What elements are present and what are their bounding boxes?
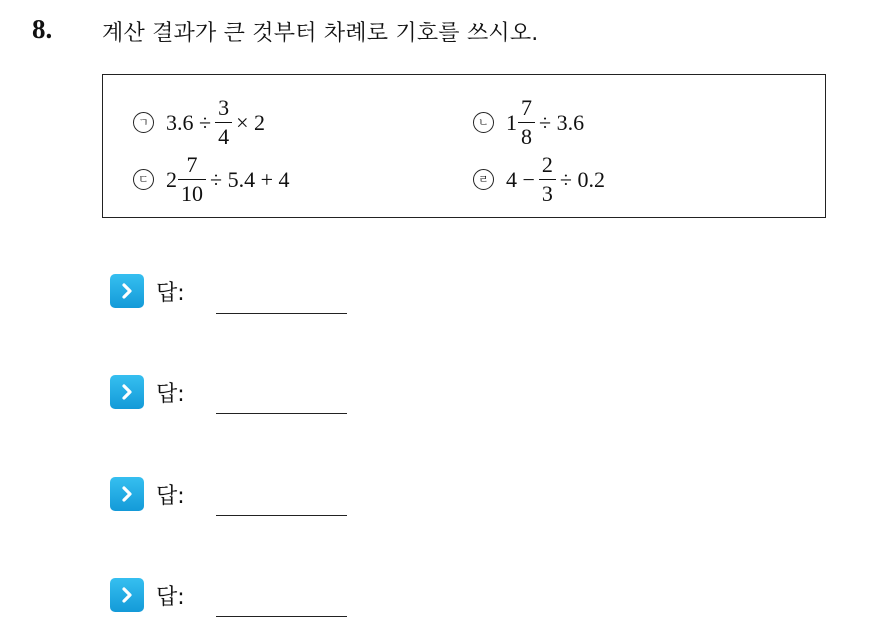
expression-box [102, 74, 826, 218]
chevron-right-icon [110, 274, 144, 308]
fraction-denominator: 8 [518, 122, 535, 148]
fraction-denominator: 10 [178, 179, 206, 205]
expression-pre: 3.6 ÷ [166, 109, 212, 135]
answer-label: 답: [156, 483, 185, 509]
expression-item [133, 97, 265, 148]
expression-item [133, 154, 289, 205]
fraction-denominator: 4 [215, 122, 232, 148]
answer-row [110, 477, 185, 511]
expression-pre: 2 [166, 166, 177, 192]
expression-item [473, 97, 584, 148]
chevron-right-icon [110, 477, 144, 511]
expression-pre: 1 [506, 109, 517, 135]
circled-mark: ㄱ [133, 112, 154, 133]
fraction [215, 97, 232, 148]
fraction-denominator: 3 [539, 179, 556, 205]
fraction-numerator: 7 [186, 152, 198, 177]
circled-mark: ㄷ [133, 169, 154, 190]
fraction-numerator: 2 [541, 152, 553, 177]
answer-row [110, 375, 185, 409]
question-number: 8. [32, 14, 53, 44]
expression-item [473, 154, 605, 205]
answer-label: 답: [156, 381, 185, 407]
answer-row [110, 274, 185, 308]
fraction [178, 154, 206, 205]
fraction-numerator: 3 [218, 95, 230, 120]
answer-blank[interactable] [216, 413, 347, 414]
expression-post: × 2 [236, 109, 265, 135]
answer-label: 답: [156, 584, 185, 610]
chevron-right-icon [110, 375, 144, 409]
circled-mark: ㄴ [473, 112, 494, 133]
expression-post: ÷ 0.2 [559, 166, 605, 192]
fraction [518, 97, 535, 148]
expression-pre: 4 − [506, 166, 535, 192]
chevron-right-icon [110, 578, 144, 612]
expression-post: ÷ 3.6 [539, 109, 585, 135]
question-text: 계산 결과가 큰 것부터 차례로 기호를 쓰시오. [102, 21, 539, 46]
answer-label: 답: [156, 280, 185, 306]
circled-mark: ㄹ [473, 169, 494, 190]
fraction-numerator: 7 [521, 95, 532, 120]
fraction [539, 154, 556, 205]
answer-row [110, 578, 185, 612]
expression-post: ÷ 5.4 + 4 [210, 166, 290, 192]
answer-blank[interactable] [216, 313, 347, 314]
answer-blank[interactable] [216, 515, 347, 516]
answer-blank[interactable] [216, 616, 347, 617]
